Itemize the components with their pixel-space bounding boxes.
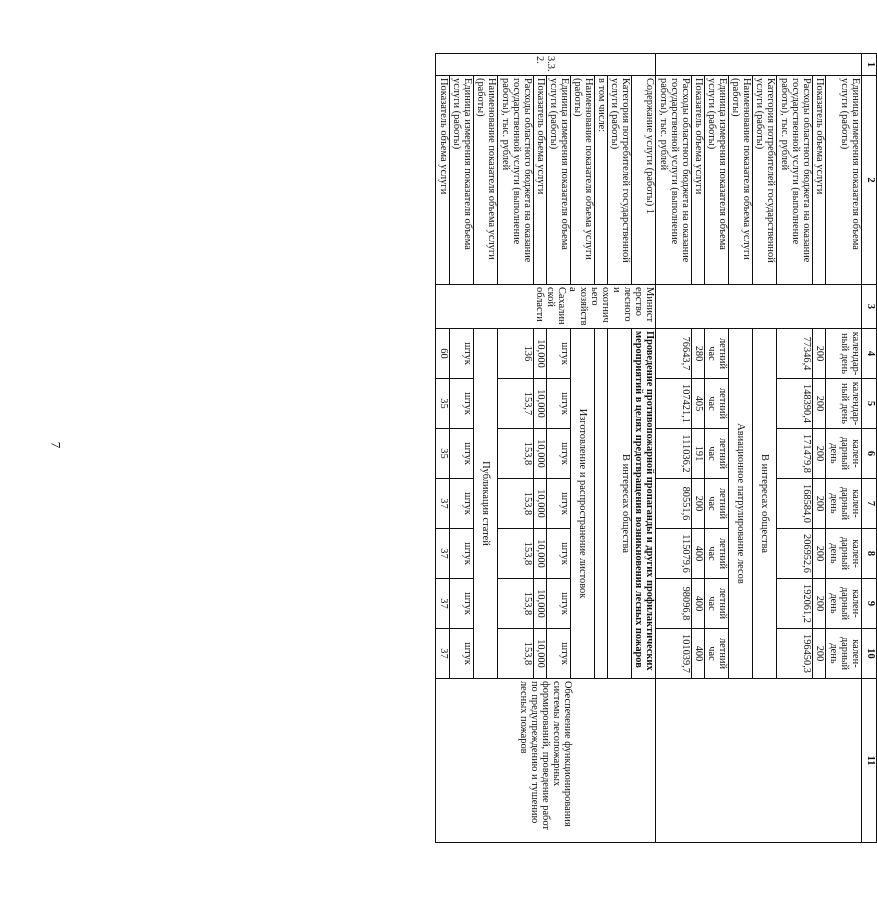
value-cell: штук xyxy=(547,479,571,529)
value-cell: 168584,0 xyxy=(777,479,813,529)
value-cell: летний час xyxy=(705,379,729,429)
goal-cell: Обеспечение функционирования системы лесопожарных формирований, проведение работ по предупреждению и тушению лесных пожаров xyxy=(436,679,656,843)
header-cell: 9 xyxy=(862,579,877,629)
header-cell: 10 xyxy=(862,629,877,679)
value-cell: 200 xyxy=(813,479,826,529)
value-cell: летний час xyxy=(705,529,729,579)
value-cell: 153,8 xyxy=(498,579,534,629)
header-cell: 2 xyxy=(862,76,877,285)
content-value-cell: Проведение противопожарной пропаганды и других профилактических мероприятий в целях предотвращения возникновения лесных пожаров xyxy=(632,329,656,679)
value-cell: 10,000 xyxy=(534,529,547,579)
value-cell: 111036,2 xyxy=(656,429,692,479)
header-cell: 11 xyxy=(862,679,877,843)
value-cell: 200 xyxy=(813,329,826,379)
value-cell: кален-дарный день xyxy=(826,429,862,479)
merged-value-cell: В интересах общества xyxy=(608,329,632,679)
value-cell: 107421,1 xyxy=(656,379,692,429)
value-cell: летний час xyxy=(705,479,729,529)
row-label-volume: Показатель объема услуги xyxy=(534,76,547,285)
value-cell: 153,8 xyxy=(498,479,534,529)
value-cell: 37 xyxy=(436,629,450,679)
merged-value-cell: В интересах общества xyxy=(753,329,777,679)
table-row xyxy=(632,54,656,843)
header-cell: 3 xyxy=(862,285,877,329)
rotated-table-page xyxy=(377,53,877,842)
value-cell: 400 xyxy=(692,579,705,629)
value-cell: 200 xyxy=(813,579,826,629)
value-cell: штук xyxy=(450,579,474,629)
value-cell: 37 xyxy=(436,579,450,629)
value-cell: календар-ный день xyxy=(826,329,862,379)
value-cell: 10,000 xyxy=(534,379,547,429)
value-cell: 80551,6 xyxy=(656,479,692,529)
value-cell: штук xyxy=(547,579,571,629)
value-cell: 200 xyxy=(813,529,826,579)
value-cell: штук xyxy=(450,329,474,379)
row-label-unit: Единица измерения показателя объема услуги (работы) xyxy=(547,76,571,285)
row-label-including: в том числе: xyxy=(595,76,608,285)
section-number: 3.3.2. xyxy=(436,54,656,76)
row-label-volume: Показатель объема услуги xyxy=(813,76,826,285)
value-cell: 98096,8 xyxy=(656,579,692,629)
row-label-budget: Расходы областного бюджета на оказание государственной услуги (выполнение работы), тыс. рублей xyxy=(777,76,813,285)
value-cell: штук xyxy=(450,429,474,479)
value-cell: кален-дарный день xyxy=(826,479,862,529)
value-cell: штук xyxy=(547,629,571,679)
merged-value-cell: Изготовление и распространение листовок xyxy=(571,329,595,679)
header-cell: 7 xyxy=(862,479,877,529)
row-label-consumer: Категория потребителей государственной услуги (работы) xyxy=(753,76,777,285)
value-cell: 153,8 xyxy=(498,429,534,479)
merged-value-cell: Публикация статей xyxy=(474,329,498,679)
value-cell: 136 xyxy=(498,329,534,379)
row-label-volume: Показатель объема услуги xyxy=(436,76,450,285)
value-cell: 200 xyxy=(692,479,705,529)
value-cell: календар-ный день xyxy=(826,379,862,429)
value-cell: 206952,6 xyxy=(777,529,813,579)
row-label-content: Содержание услуги (работы) 1 xyxy=(632,76,656,285)
value-cell: 77346,4 xyxy=(777,329,813,379)
value-cell: штук xyxy=(547,329,571,379)
ministry-cell: Министерство лесного и охотничьего хозяйства Сахалинской области xyxy=(436,285,656,329)
row-label-unit: Единица измерения показателя объема услуги (работы) xyxy=(705,76,729,285)
value-cell: 10,000 xyxy=(534,579,547,629)
value-cell: 10,000 xyxy=(534,479,547,529)
value-cell: 153,8 xyxy=(498,629,534,679)
value-cell: 153,8 xyxy=(498,529,534,579)
row-label-budget: Расходы областного бюджета на оказание государственной услуги (выполнение работы), тыс. рублей xyxy=(656,76,692,285)
value-cell: 196450,3 xyxy=(777,629,813,679)
header-row xyxy=(862,54,877,843)
row-label-budget: Расходы областного бюджета на оказание государственной услуги (выполнение работы), тыс. рублей xyxy=(498,76,534,285)
value-cell: 171479,8 xyxy=(777,429,813,479)
value-cell: летний час xyxy=(705,329,729,379)
value-cell: 400 xyxy=(692,629,705,679)
header-cell: 5 xyxy=(862,379,877,429)
value-cell: 10,000 xyxy=(534,429,547,479)
value-cell: кален-дарный день xyxy=(826,629,862,679)
header-cell: 4 xyxy=(862,329,877,379)
value-cell: 200 xyxy=(813,429,826,479)
value-cell: 101039,7 xyxy=(656,629,692,679)
value-cell: штук xyxy=(547,429,571,479)
value-cell: штук xyxy=(450,379,474,429)
header-cell: 1 xyxy=(862,54,877,76)
value-cell: штук xyxy=(450,629,474,679)
row-label-indicator: Наименование показателя объема услуги (работы) xyxy=(571,76,595,285)
table-row xyxy=(826,54,862,843)
value-cell: 191 xyxy=(692,429,705,479)
row-label-volume: Показатель объема услуги xyxy=(692,76,705,285)
value-cell: 35 xyxy=(436,379,450,429)
row-label-consumer: Категория потребителей государственной услуги (работы) xyxy=(608,76,632,285)
value-cell: 10,000 xyxy=(534,629,547,679)
value-cell: 37 xyxy=(436,479,450,529)
row-label-unit: Единица измерения показателя объема услуги (работы) xyxy=(450,76,474,285)
row-label-unit: Единица измерения показателя объема услуги (работы) xyxy=(826,76,862,285)
value-cell: 148390,4 xyxy=(777,379,813,429)
merged-value-cell: Авиационное патрулирование лесов xyxy=(729,329,753,679)
value-cell: летний час xyxy=(705,429,729,479)
value-cell: штук xyxy=(547,529,571,579)
value-cell: штук xyxy=(450,479,474,529)
state-task-table xyxy=(435,53,877,843)
value-cell: 200 xyxy=(813,379,826,429)
row-label-indicator: Наименование показателя объема услуги (работы) xyxy=(729,76,753,285)
value-cell: кален-дарный день xyxy=(826,529,862,579)
value-cell: летний час xyxy=(705,629,729,679)
value-cell: 400 xyxy=(692,529,705,579)
value-cell: кален-дарный день xyxy=(826,579,862,629)
value-cell: штук xyxy=(547,379,571,429)
value-cell: 10,000 xyxy=(534,329,547,379)
header-cell: 8 xyxy=(862,529,877,579)
value-cell: 153,7 xyxy=(498,379,534,429)
value-cell: летний час xyxy=(705,579,729,629)
value-cell: 35 xyxy=(436,429,450,479)
value-cell: 280 xyxy=(692,329,705,379)
page-number: 7 xyxy=(48,441,64,449)
row-label-indicator: Наименование показателя объема услуги (работы) xyxy=(474,76,498,285)
value-cell: штук xyxy=(450,529,474,579)
value-cell: 200 xyxy=(813,629,826,679)
value-cell: 76643,7 xyxy=(656,329,692,379)
value-cell: 60 xyxy=(436,329,450,379)
value-cell: 405 xyxy=(692,379,705,429)
value-cell: 37 xyxy=(436,529,450,579)
value-cell: 192061,2 xyxy=(777,579,813,629)
value-cell: 115079,6 xyxy=(656,529,692,579)
header-cell: 6 xyxy=(862,429,877,479)
